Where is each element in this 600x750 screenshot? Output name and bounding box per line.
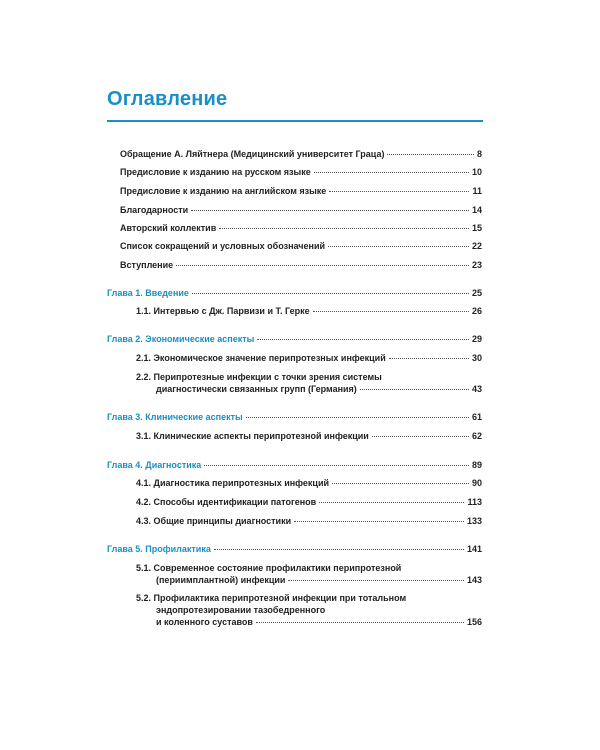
toc-subentry-line: Профилактика перипротезной инфекции при тотальном	[153, 593, 407, 603]
toc-chapter-page: 61	[471, 412, 482, 422]
toc-entry-text: Вступление	[120, 260, 174, 270]
toc-subentry-page: 113	[467, 497, 482, 507]
toc-subentry-number: 4.2.	[136, 497, 152, 507]
leader-dots	[387, 154, 474, 155]
toc-subentry-text: (периимплантной) инфекции	[156, 575, 286, 585]
leader-dots	[294, 521, 464, 522]
toc-subentry-page: 62	[471, 431, 482, 441]
leader-dots	[319, 502, 464, 503]
toc-entry-page: 14	[471, 205, 482, 215]
toc-entry[interactable]	[120, 166, 482, 178]
toc-subentry-text: Интервью с Дж. Парвизи и Т. Герке	[153, 306, 310, 316]
leader-dots	[246, 417, 469, 418]
toc-subentry-page: 90	[471, 478, 482, 488]
toc-chapter-title: Глава 5. Профилактика	[107, 544, 211, 554]
toc-entry[interactable]	[120, 185, 482, 197]
toc-subentry[interactable]	[136, 592, 482, 628]
toc-entry-page: 10	[471, 167, 482, 177]
toc-subentry-text: Способы идентификации патогенов	[153, 497, 317, 507]
toc-entry[interactable]	[120, 222, 482, 234]
leader-dots	[219, 228, 469, 229]
toc-subentry-number: 4.3.	[136, 516, 152, 526]
leader-dots	[314, 172, 469, 173]
toc-subentry-number: 3.1.	[136, 431, 152, 441]
toc-subentry[interactable]	[136, 371, 482, 395]
leader-dots	[256, 622, 464, 623]
toc-subentry-number: 2.2.	[136, 372, 152, 382]
leader-dots	[257, 339, 469, 340]
toc-subentry[interactable]	[136, 477, 482, 489]
toc-chapter-title: Глава 1. Введение	[107, 288, 189, 298]
toc-entry[interactable]	[120, 148, 482, 160]
toc-entry-page: 11	[472, 186, 482, 196]
toc-chapter-page: 141	[466, 544, 482, 554]
toc-entry-text: Предисловие к изданию на английском языке	[120, 186, 327, 196]
toc-entry-text: Предисловие к изданию на русском языке	[120, 167, 311, 177]
toc-entry-page: 23	[471, 260, 482, 270]
toc-chapter-title: Глава 3. Клинические аспекты	[107, 412, 243, 422]
toc-entry-page: 22	[471, 241, 482, 251]
leader-dots	[192, 293, 469, 294]
toc-chapter[interactable]	[107, 287, 482, 299]
toc-subentry-line: Перипротезные инфекции с точки зрения системы	[153, 372, 382, 382]
toc-chapter[interactable]	[107, 411, 482, 423]
toc-subentry-text: Общие принципы диагностики	[153, 516, 292, 526]
toc-entry-text: Авторский коллектив	[120, 223, 217, 233]
toc-chapter-page: 25	[471, 288, 482, 298]
leader-dots	[389, 358, 469, 359]
leader-dots	[332, 483, 469, 484]
toc-subentry-number: 4.1.	[136, 478, 152, 488]
leader-dots	[372, 436, 469, 437]
toc-chapter[interactable]	[107, 333, 482, 345]
page-title: Оглавление	[107, 88, 228, 110]
toc-subentry-line: эндопротезировании тазобедренного	[156, 605, 326, 615]
toc-entry-text: Список сокращений и условных обозначений	[120, 241, 326, 251]
leader-dots	[191, 210, 469, 211]
toc-chapter[interactable]	[107, 459, 482, 471]
toc-entry-text: Благодарности	[120, 205, 189, 215]
toc-subentry[interactable]	[136, 352, 482, 364]
toc-subentry-text: диагностически связанных групп (Германия)	[156, 384, 357, 394]
leader-dots	[360, 389, 469, 390]
toc-subentry-page: 30	[471, 353, 482, 363]
toc-subentry-text: и коленного суставов	[156, 617, 253, 627]
toc-subentry[interactable]	[136, 496, 482, 508]
toc-chapter-title: Глава 2. Экономические аспекты	[107, 334, 255, 344]
toc-subentry-text: Экономическое значение перипротезных инфекций	[153, 353, 386, 363]
toc-entry-page: 8	[476, 149, 482, 159]
toc-subentry[interactable]	[136, 430, 482, 442]
toc-subentry-number: 5.2.	[136, 593, 152, 603]
toc-chapter-page: 29	[471, 334, 482, 344]
toc-chapter-page: 89	[471, 460, 482, 470]
toc-subentry-page: 43	[471, 384, 482, 394]
leader-dots	[214, 549, 464, 550]
toc-subentry-page: 156	[466, 617, 482, 627]
toc-subentry-line: Современное состояние профилактики перипротезной	[153, 563, 402, 573]
toc-entry[interactable]	[120, 259, 482, 271]
toc-chapter[interactable]	[107, 543, 482, 555]
toc-entry[interactable]	[120, 240, 482, 252]
toc-subentry[interactable]	[136, 562, 482, 586]
toc-subentry[interactable]	[136, 305, 482, 317]
leader-dots	[176, 265, 469, 266]
toc-subentry-number: 2.1.	[136, 353, 152, 363]
toc-entry-page: 15	[471, 223, 482, 233]
leader-dots	[328, 246, 469, 247]
toc-subentry-number: 1.1.	[136, 306, 152, 316]
toc-subentry-text: Клинические аспекты перипротезной инфекции	[153, 431, 369, 441]
leader-dots	[204, 465, 469, 466]
toc-chapter-title: Глава 4. Диагностика	[107, 460, 202, 470]
leader-dots	[288, 580, 464, 581]
toc-subentry-text: Диагностика перипротезных инфекций	[153, 478, 330, 488]
toc-subentry-page: 26	[471, 306, 482, 316]
leader-dots	[329, 191, 469, 192]
toc-entry[interactable]	[120, 204, 482, 216]
toc-entry-text: Обращение А. Ляйтнера (Медицинский университет Граца)	[120, 149, 385, 159]
leader-dots	[313, 311, 469, 312]
toc-subentry[interactable]	[136, 515, 482, 527]
toc-subentry-page: 143	[466, 575, 482, 585]
toc-subentry-page: 133	[466, 516, 482, 526]
toc-subentry-number: 5.1.	[136, 563, 152, 573]
